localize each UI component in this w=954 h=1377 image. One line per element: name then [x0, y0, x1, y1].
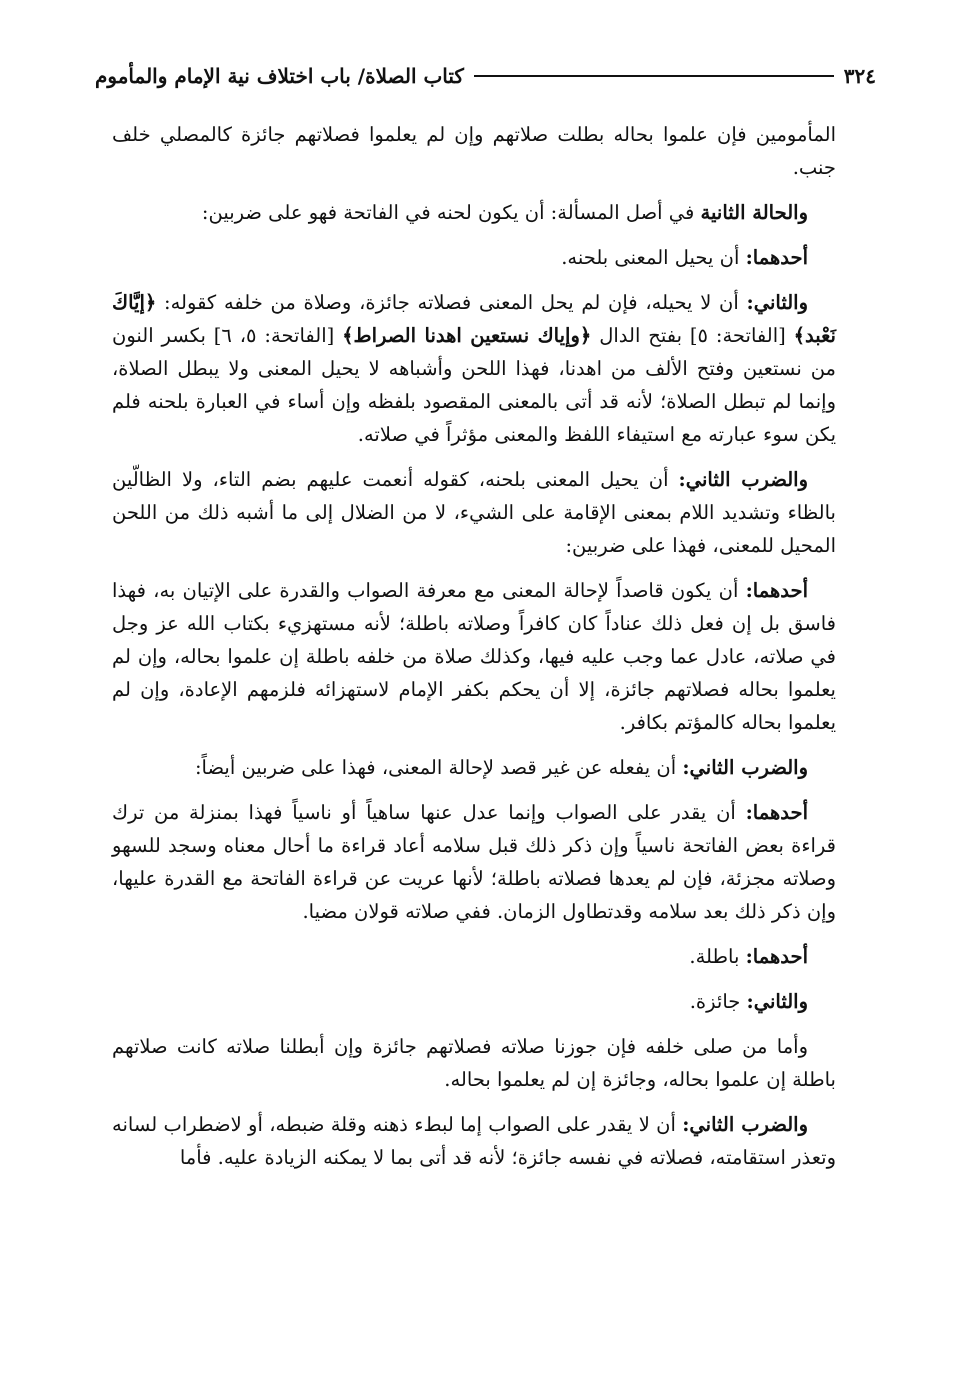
paragraph-text: أن يحيل المعنى بلحنه، كقوله أنعمت عليهم بضم التاء، ولا الظالّين بالظاء وتشديد اللام بمعنى الإقامة على الشيء، لا من الضلال إلى ما أشبه ذلك من اللحن المحيل للمعنى، فهذا على ضربين: — [112, 468, 836, 557]
paragraph-lead: والحالة الثانية — [700, 201, 808, 224]
paragraph-5 — [112, 463, 836, 562]
paragraph-lead: والضرب الثاني: — [682, 1113, 809, 1136]
page-body — [112, 118, 836, 1186]
paragraph-lead: أحدهما: — [745, 801, 808, 824]
paragraph-lead: والضرب الثاني: — [678, 468, 809, 491]
header-rule — [474, 75, 834, 77]
paragraph-4 — [112, 286, 836, 451]
paragraph-6 — [112, 574, 836, 739]
paragraph-text: جائزة. — [689, 990, 747, 1013]
paragraph-text: أن يكون قاصداً لإحالة المعنى مع معرفة الصواب والقدرة على الإتيان به، فهذا فاسق بل إن فعل ذلك عناداً كان كافراً وصلاته باطلة؛ لأنه مستهزيء بكتاب الله عز وجل في صلاته، عادل عما وجب عليه فيها، وكذلك صلاة من خلفه باطلة إن علموا بحاله، وإن لم يعلموا بحاله فصلاتهم جائزة، إلا أن يحكم بكفر الإمام لاستهزائه فلزمهم الإعادة، وإن لم يعلموا بحاله كالمؤتم بكافر. — [112, 579, 836, 734]
paragraph-lead: والثاني: — [746, 990, 808, 1013]
paragraph-text: المأمومين فإن علموا بحاله بطلت صلاتهم وإن لم يعلموا فصلاتهم جائزة كالمصلي خلف جنب. — [112, 123, 836, 179]
paragraph-1 — [112, 118, 836, 184]
paragraph-3 — [112, 241, 836, 274]
paragraph-lead: أحدهما: — [745, 579, 808, 602]
paragraph-lead: والثاني: — [746, 291, 808, 314]
paragraph-text-2: [الفاتحة: ٥] بفتح الدال — [591, 324, 794, 347]
paragraph-9 — [112, 940, 836, 973]
paragraph-text: أن يقدر على الصواب وإنما عدل عنها ساهياً أو ناسياً فهذا بمنزلة من ترك قراءة بعض الفاتحة ناسياً وإن ذكر ذلك قبل سلامه أعاد قراءة ما أحال معناه وسجد للسهو وصلاته مجزئة، فإن لم يعدها فصلاته باطلة؛ لأنها عريت عن قراءة الفاتحة مع القدرة عليها، وإن ذكر ذلك بعد سلامه وقدتطاول الزمان. ففي صلاته قولان مضيا. — [112, 801, 836, 923]
page-number: ٣٢٤ — [843, 64, 876, 88]
paragraph-2 — [112, 196, 836, 229]
paragraph-text: أن لا يحيله، فإن لم يحل المعنى فصلاته جائزة، وصلاة من خلفه كقوله: — [156, 291, 747, 314]
paragraph-8 — [112, 796, 836, 928]
paragraph-text: أن لا يقدر على الصواب إما لبطء ذهنه وقلة ضبطه، أو لاضطراب لسانه وتعذر استقامته، فصلاته في نفسه جائزة؛ لأنه قد أتى بما لا يمكنه الزيادة عليه. فأما — [112, 1113, 836, 1169]
running-header — [95, 58, 876, 94]
paragraph-7 — [112, 751, 836, 784]
paragraph-text: باطلة. — [689, 945, 746, 968]
paragraph-11 — [112, 1030, 836, 1096]
paragraph-text: في أصل المسألة: أن يكون لحنه في الفاتحة فهو على ضربين: — [201, 201, 701, 224]
paragraph-text: وأما من صلى خلفه فإن جوزنا صلاته فصلاتهم جائزة وإن أبطلنا صلاته كانت صلاتهم باطلة إن علموا بحاله، وجائزة إن لم يعلموا بحاله. — [112, 1035, 836, 1091]
quran-quote-2: ﴿وإياك نستعين اهدنا الصراط﴾ — [342, 324, 592, 347]
paragraph-text-3: [الفاتحة: ٥، ٦] بكسر النون من نستعين وفتح الألف من اهدنا، فهذا اللحن وأشباهه لا يحيل المعنى ولا يبطل الصلاة، وإنما لم تبطل الصلاة؛ لأنه قد أتى بالمعنى المقصود بلفظه وإن أساء في العبارة بلحنه فلم يكن سوء عبارته مع استيفاء اللفظ والمعنى مؤثراً في صلاته. — [112, 324, 836, 446]
paragraph-lead: أحدهما: — [745, 246, 808, 269]
quran-quote-1: ﴿إيَّاكَ نَعْبد﴾ — [112, 291, 836, 347]
chapter-title: كتاب الصلاة/ باب اختلاف نية الإمام والمأموم — [95, 64, 464, 88]
paragraph-text: أن يحيل المعنى بلحنه. — [561, 246, 746, 269]
paragraph-12 — [112, 1108, 836, 1174]
paragraph-lead: والضرب الثاني: — [682, 756, 808, 779]
paragraph-10 — [112, 985, 836, 1018]
paragraph-text: أن يفعله عن غير قصد لإحالة المعنى، فهذا على ضربين أيضاً: — [194, 756, 683, 779]
paragraph-lead: أحدهما: — [745, 945, 808, 968]
